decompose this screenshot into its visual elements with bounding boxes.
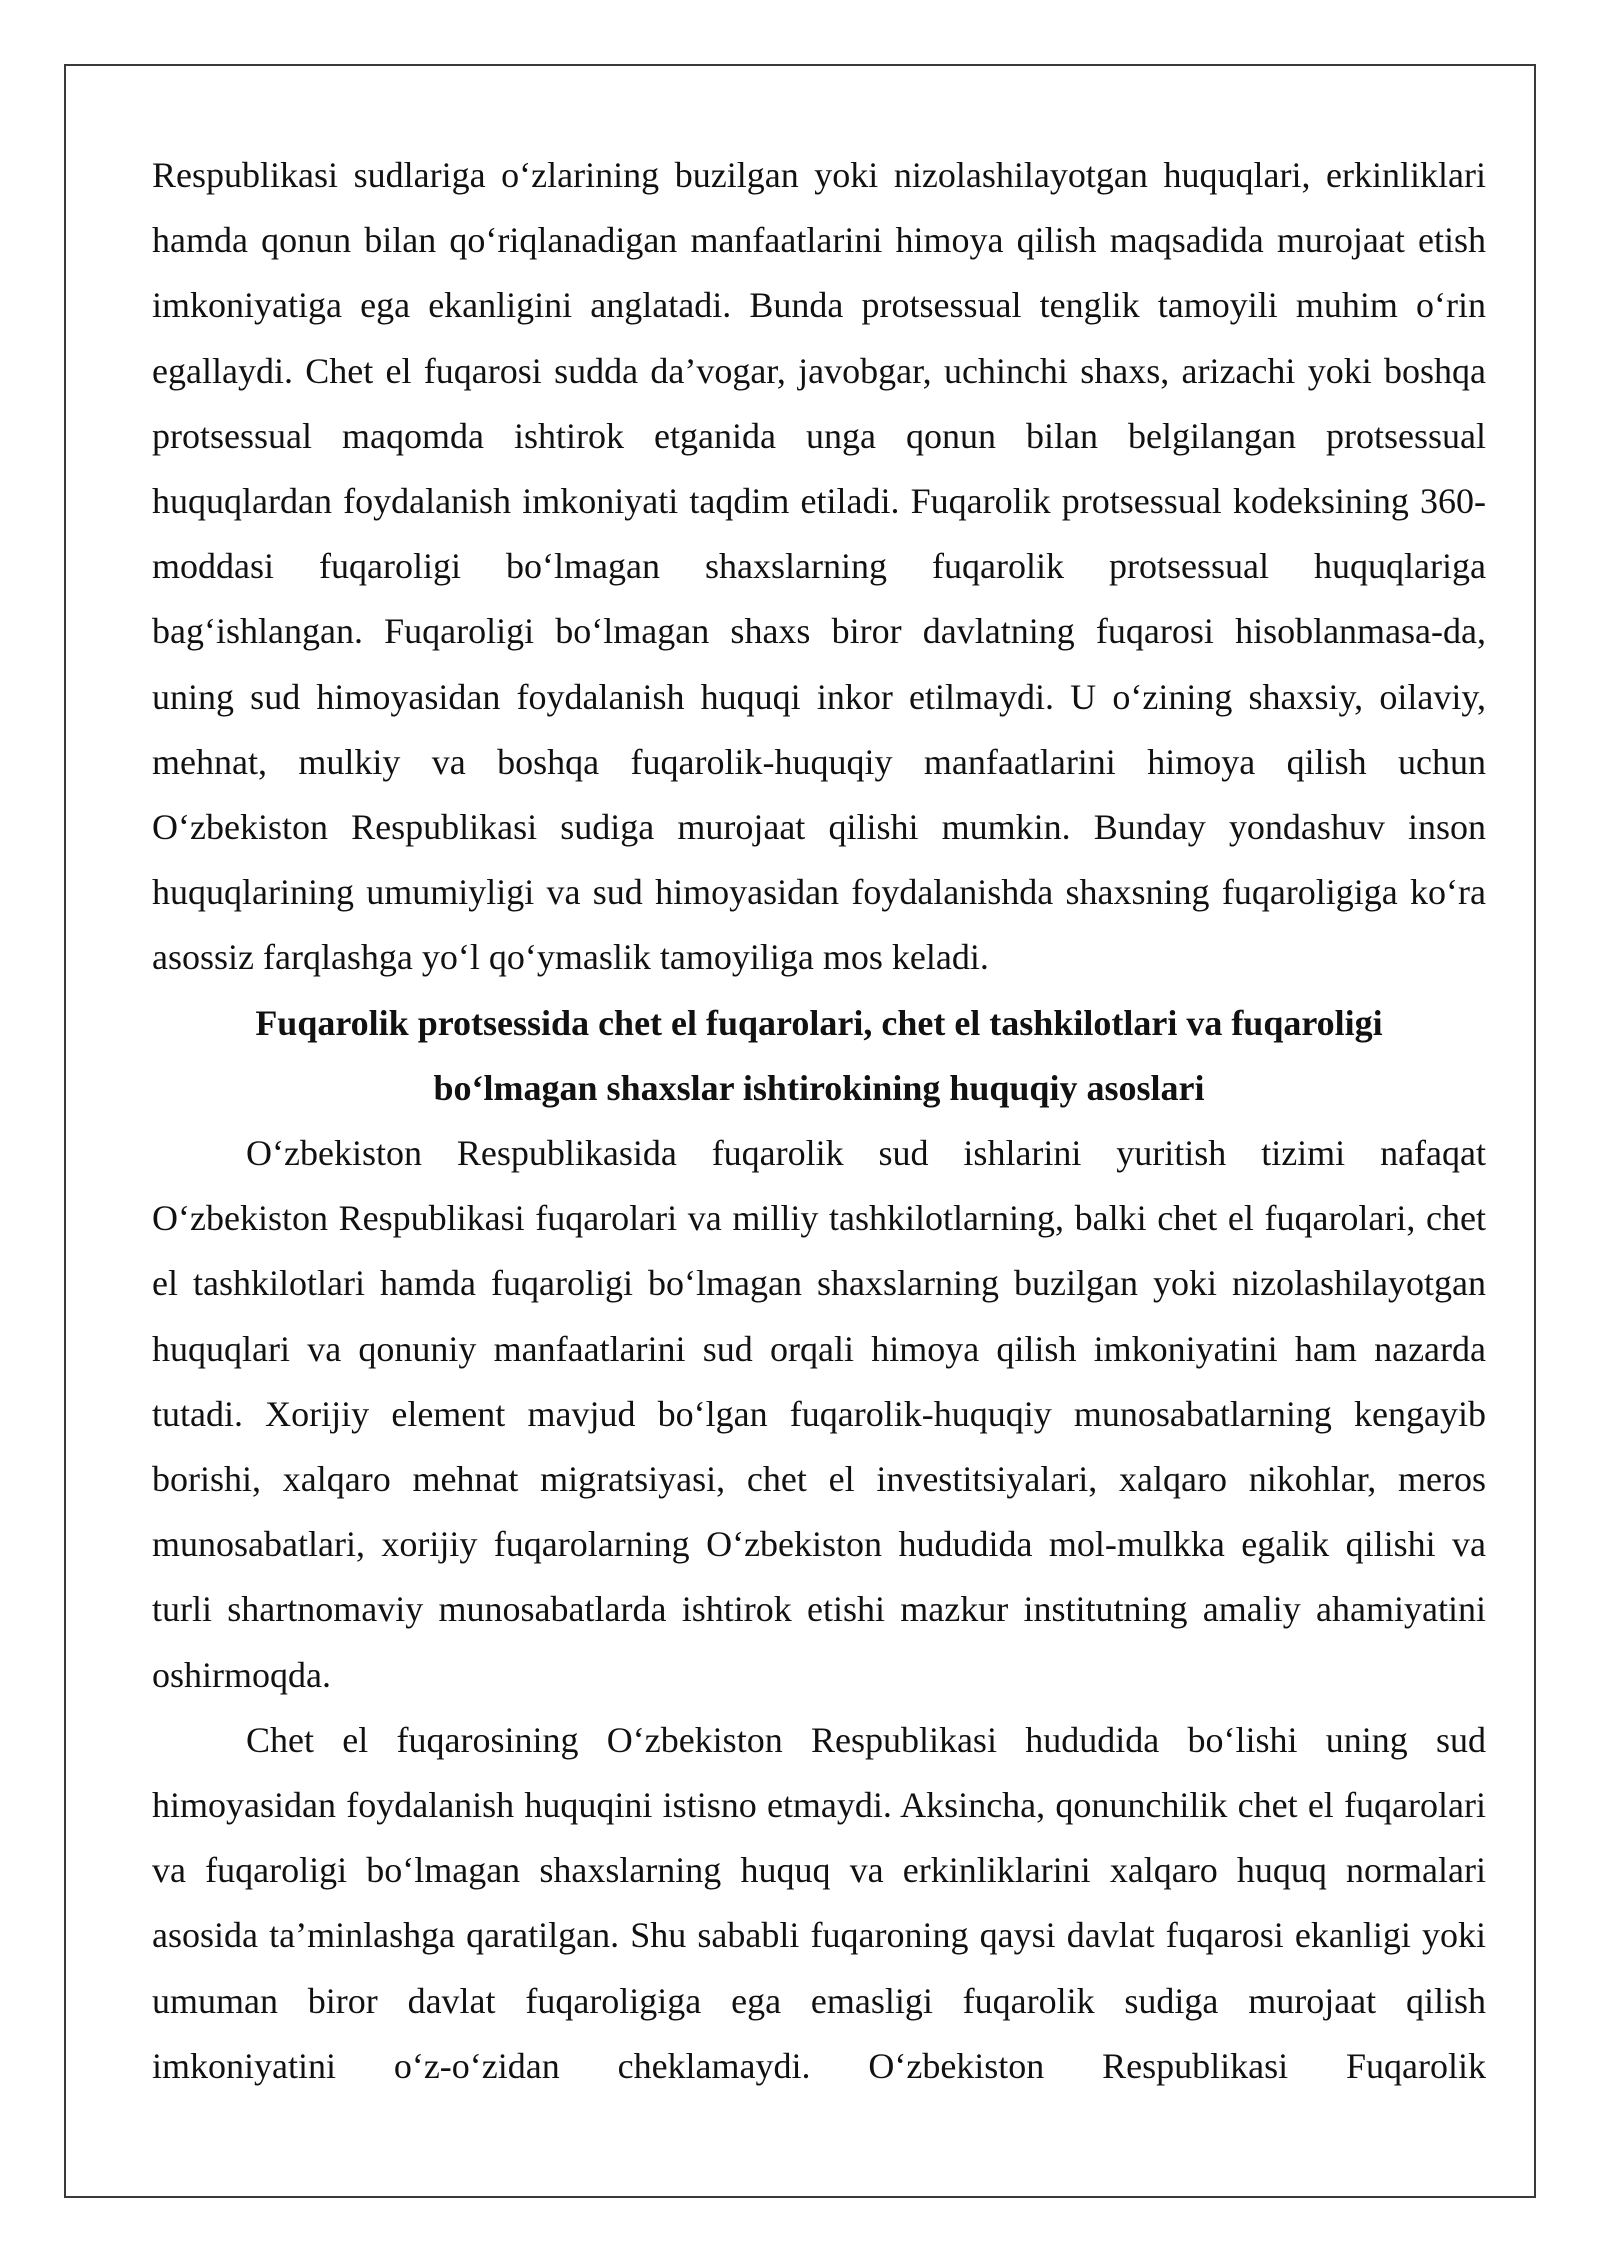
- section-heading-line-1: Fuqarolik protsessida chet el fuqarolari, chet el tashkilotlari va fuqaroligi: [255, 1002, 1383, 1043]
- paragraph: Chet el fuqarosining O‘zbekiston Respublikasi hududida bo‘lishi uning sud himoyasidan foydalanish huquqini istisno etmaydi. Aksincha, qonunchilik chet el fuqarolari va fuqaroligi bo‘lmagan shaxslarning huquq va erkinliklarini xalqaro huquq normalari asosida ta’minlashga qaratilgan. Shu sababli fuqaroning qaysi davlat fuqarosi ekanligi yoki umuman biror davlat fuqaroligiga ega emasligi fuqarolik sudiga murojaat qilish imkoniyatini o‘z-o‘zidan cheklamaydi. O‘zbekiston Respublikasi Fuqarolik: [152, 1719, 1486, 2086]
- document-body: [152, 143, 1486, 2099]
- section-heading-line-2: bo‘lmagan shaxslar ishtirokining huquqiy asoslari: [433, 1067, 1205, 1108]
- paragraph-continued: Respublikasi sudlariga o‘zlarining buzilgan yoki nizolashilayotgan huquqlari, erkinliklari hamda qonun bilan qo‘riqlanadigan manfaatlarini himoya qilish maqsadida murojaat etish imkoniyatiga ega ekanligini anglatadi. Bunda protsessual tenglik tamoyili muhim o‘rin egallaydi. Chet el fuqarosi sudda da’vogar, javobgar, uchinchi shaxs, arizachi yoki boshqa protsessual maqomda ishtirok etganida unga qonun bilan belgilangan protsessual huquqlardan foydalanish imkoniyati taqdim etiladi. Fuqarolik protsessual kodeksining 360-moddasi fuqaroligi bo‘lmagan shaxslarning fuqarolik protsessual huquqlariga bag‘ishlangan. Fuqaroligi bo‘lmagan shaxs biror davlatning fuqarosi hisoblanmasa-da, uning sud himoyasidan foydalanish huquqi inkor etilmaydi. U o‘zining shaxsiy, oilaviy, mehnat, mulkiy va boshqa fuqarolik-huquqiy manfaatlarini himoya qilish uchun O‘zbekiston Respublikasi sudiga murojaat qilishi mumkin. Bunday yondashuv inson huquqlarining umumiyligi va sud himoyasidan foydalanishda shaxsning fuqaroligiga ko‘ra asossiz farqlashga yo‘l qo‘ymaslik tamoyiliga mos keladi.: [152, 155, 1486, 978]
- paragraph: O‘zbekiston Respublikasida fuqarolik sud ishlarini yuritish tizimi nafaqat O‘zbekiston Respublikasi fuqarolari va milliy tashkilotlarning, balki chet el fuqarolari, chet el tashkilotlari hamda fuqaroligi bo‘lmagan shaxslarning buzilgan yoki nizolashilayotgan huquqlari va qonuniy manfaatlarini sud orqali himoya qilish imkoniyatini ham nazarda tutadi. Xorijiy element mavjud bo‘lgan fuqarolik-huquqiy munosabatlarning kengayib borishi, xalqaro mehnat migratsiyasi, chet el investitsiyalari, xalqaro nikohlar, meros munosabatlari, xorijiy fuqarolarning O‘zbekiston hududida mol-mulkka egalik qilishi va turli shartnomaviy munosabatlarda ishtirok etishi mazkur institutning amaliy ahamiyatini oshirmoqda.: [152, 1133, 1486, 1695]
